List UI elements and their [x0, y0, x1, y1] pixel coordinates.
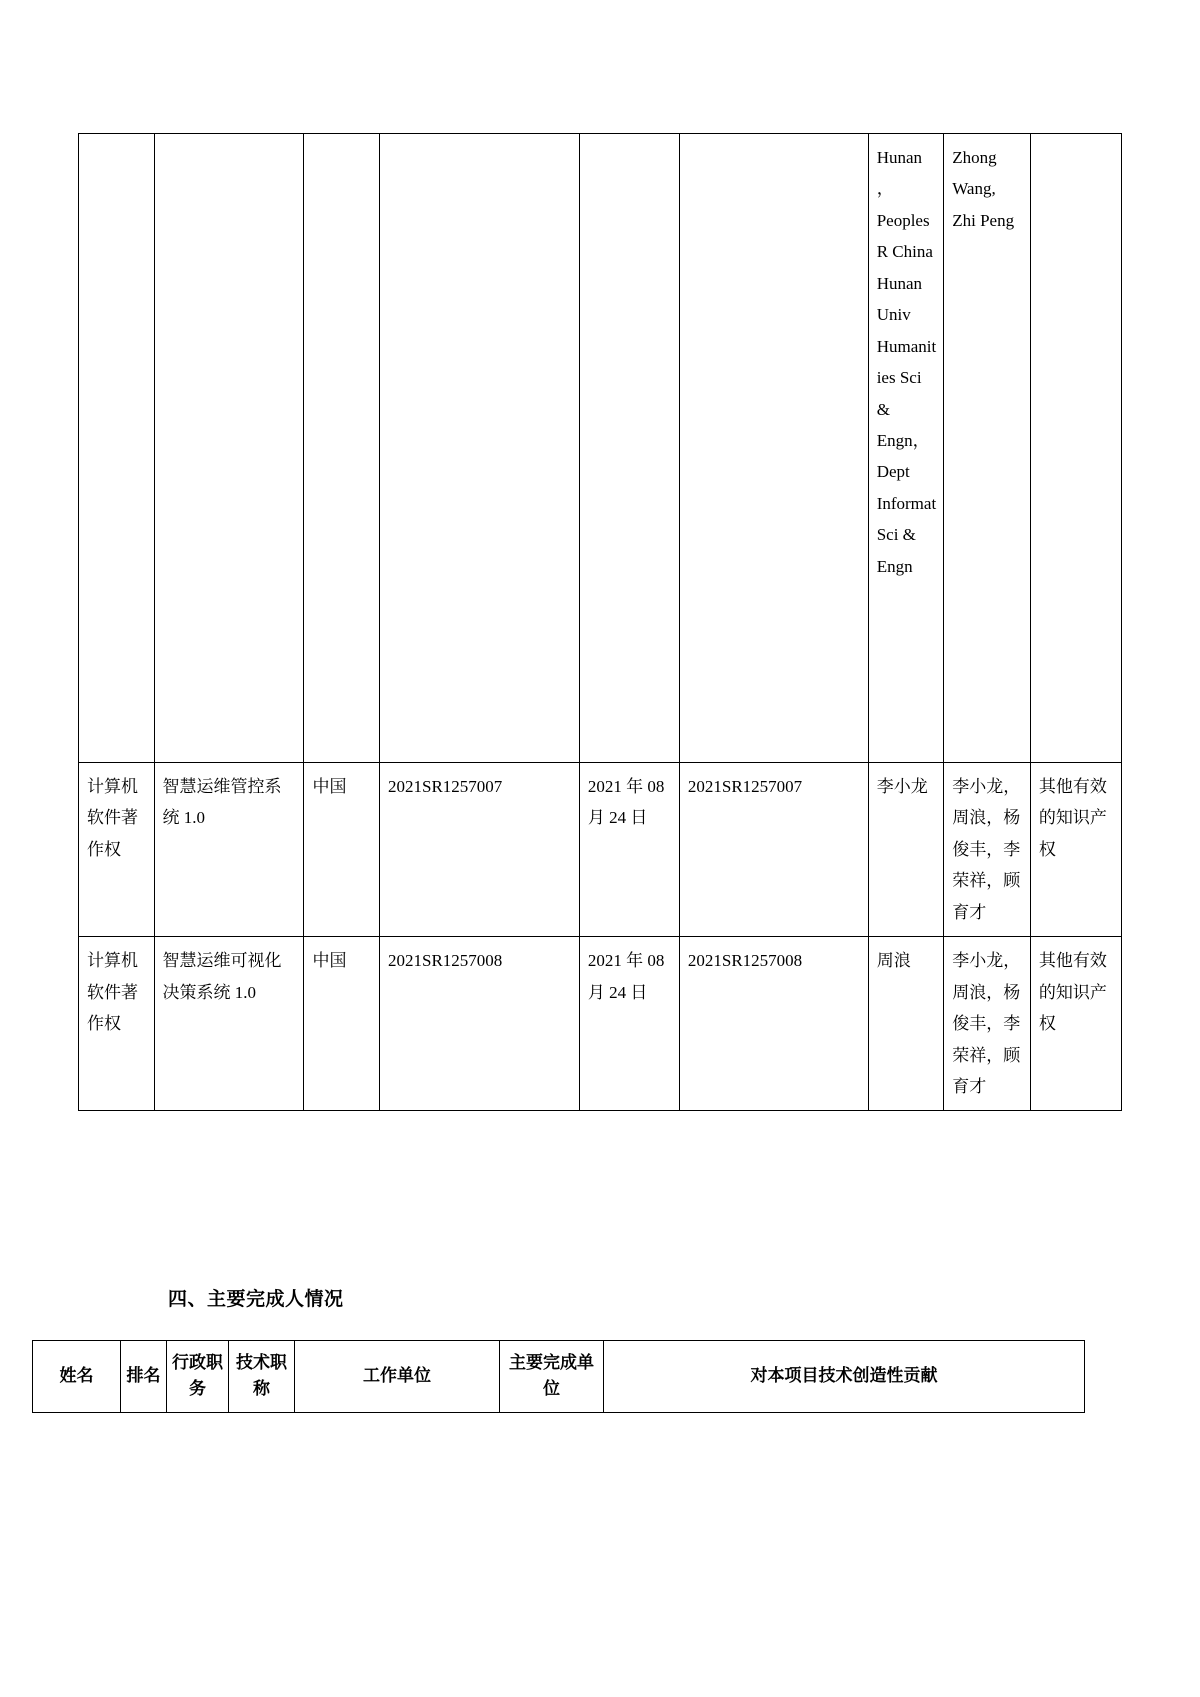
- column-header-main-unit: 主要完成单位: [500, 1341, 604, 1413]
- cell-name: 智慧运维可视化决策系统 1.0: [154, 937, 304, 1111]
- cell-number: 2021SR1257007: [380, 763, 580, 937]
- cell-owner: Hunan，Peoples R China Hunan Univ Humanities Sci & Engn，Dept Informat Sci & Engn: [868, 134, 944, 763]
- intellectual-property-table: [78, 133, 1122, 1111]
- column-header-work-unit: 工作单位: [295, 1341, 500, 1413]
- column-header-contribution: 对本项目技术创造性贡献: [604, 1341, 1085, 1413]
- cell-grant-date: 2021 年 08 月 24 日: [579, 937, 679, 1111]
- table-header-row: [33, 1341, 1085, 1413]
- cell-grant-date: 2021 年 08 月 24 日: [579, 763, 679, 937]
- cell-name: [154, 134, 304, 763]
- column-header-name: 姓名: [33, 1341, 121, 1413]
- cell-owner: 李小龙: [868, 763, 944, 937]
- cell-number: 2021SR1257008: [380, 937, 580, 1111]
- intellectual-property-table-container: [78, 133, 1122, 1111]
- cell-cert-number: 2021SR1257008: [679, 937, 868, 1111]
- cell-number: [380, 134, 580, 763]
- cell-cert-number: [679, 134, 868, 763]
- column-header-rank: 排名: [121, 1341, 167, 1413]
- table-row: [79, 134, 1122, 763]
- cell-owner: 周浪: [868, 937, 944, 1111]
- cell-name: 智慧运维管控系统 1.0: [154, 763, 304, 937]
- cell-type: 计算机软件著作权: [79, 937, 155, 1111]
- table-row: [79, 763, 1122, 937]
- column-header-technical-title: 技术职称: [229, 1341, 295, 1413]
- cell-inventors: 李小龙，周浪，杨俊丰，李荣祥，顾育才: [944, 937, 1031, 1111]
- section-heading: 四、主要完成人情况: [168, 1289, 344, 1310]
- cell-country: 中国: [304, 937, 380, 1111]
- cell-country: [304, 134, 380, 763]
- main-contributors-table: [32, 1340, 1085, 1413]
- main-contributors-table-container: [32, 1340, 1084, 1413]
- cell-status: 其他有效的知识产权: [1030, 763, 1121, 937]
- cell-type: 计算机软件著作权: [79, 763, 155, 937]
- cell-type: [79, 134, 155, 763]
- cell-inventors: Zhong Wang, Zhi Peng: [944, 134, 1031, 763]
- cell-inventors: 李小龙，周浪，杨俊丰，李荣祥，顾育才: [944, 763, 1031, 937]
- table-row: [79, 937, 1122, 1111]
- cell-grant-date: [579, 134, 679, 763]
- cell-status: 其他有效的知识产权: [1030, 937, 1121, 1111]
- cell-country: 中国: [304, 763, 380, 937]
- cell-cert-number: 2021SR1257007: [679, 763, 868, 937]
- cell-status: [1030, 134, 1121, 763]
- column-header-admin-position: 行政职务: [167, 1341, 229, 1413]
